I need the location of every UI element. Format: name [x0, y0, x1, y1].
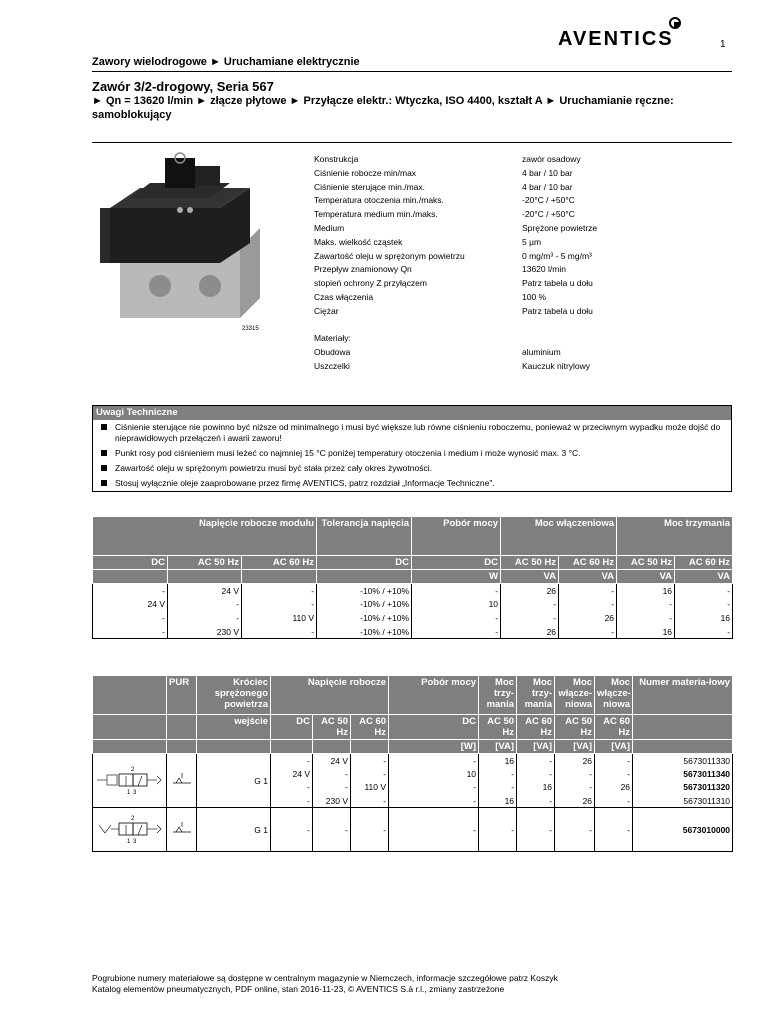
table-cell: - [168, 611, 242, 625]
subheader: AC 50 Hz [479, 715, 517, 740]
header-inrush: Moc włączeniowa [501, 517, 617, 556]
subheader: AC 50 Hz [501, 556, 559, 570]
spec-value: 4 bar / 10 bar [522, 167, 573, 178]
unit-header: [VA] [555, 740, 595, 754]
table-cell: 16 [675, 611, 733, 625]
table-cell: 26 [559, 611, 617, 625]
divider [92, 142, 732, 143]
subheader: DC [93, 556, 168, 570]
header-pur: PUR [167, 676, 197, 715]
table-row [93, 584, 733, 598]
header-holding-50: Moc trzy-mania [479, 676, 517, 715]
material-number: 5673011320 [633, 781, 733, 795]
spec-value: -20°C / +50°C [522, 209, 575, 220]
table-cell: - [271, 781, 313, 795]
spec-row [314, 292, 714, 306]
spec-row [314, 347, 714, 361]
technical-notes [92, 405, 732, 492]
table-cell: - [479, 767, 517, 781]
subheader: AC 60 Hz [559, 556, 617, 570]
table-cell: - [675, 625, 733, 639]
spec-value: Sprężone powietrze [522, 222, 598, 233]
table-cell: - [517, 808, 555, 852]
spec-value: -20°C / +50°C [522, 195, 575, 206]
subheader: DC [412, 556, 501, 570]
table-cell: - [389, 781, 479, 795]
pur-cell [167, 754, 197, 808]
table-cell: - [271, 754, 313, 768]
unit-header: [W] [389, 740, 479, 754]
notes-title: Uwagi Techniczne [93, 406, 731, 420]
table-cell: 24 V [271, 767, 313, 781]
unit-header: VA [617, 570, 675, 584]
spec-row [314, 264, 714, 278]
table-row [93, 597, 733, 611]
table-cell: - [389, 754, 479, 768]
spec-row [314, 278, 714, 292]
pur-cell [167, 808, 197, 852]
symbol-cell [93, 808, 167, 852]
material-number: 5673010000 [633, 808, 733, 852]
header-inrush-50: Moc włącze-niowa [555, 676, 595, 715]
spec-row [314, 195, 714, 209]
spec-label: Ciśnienie robocze min/max [314, 167, 417, 178]
bullet-icon [101, 450, 107, 456]
spec-label: stopień ochrony Z przyłączem [314, 278, 427, 289]
spec-label: Ciśnienie sterujące min./max. [314, 181, 426, 192]
spec-label: Temperatura medium min./maks. [314, 209, 438, 220]
header-port: Króciec sprężonego powietrza [197, 676, 271, 715]
table-cell: - [595, 808, 633, 852]
table-cell: 16 [479, 794, 517, 808]
spec-label: Zawartość oleju w sprężonym powietrzu [314, 250, 465, 261]
spec-label: Maks. wielkość cząstek [314, 236, 403, 247]
table-cell: - [517, 754, 555, 768]
header-tolerance: Tolerancja napięcia [317, 517, 412, 556]
blank-header [167, 740, 197, 754]
symbol-cell [93, 754, 167, 808]
table-cell: 16 [479, 754, 517, 768]
voltage-table [92, 516, 733, 639]
table-cell: - [501, 611, 559, 625]
header-symbol [93, 676, 167, 715]
table-cell: - [479, 781, 517, 795]
page-title: Zawór 3/2-drogowy, Seria 567 [92, 79, 274, 94]
spec-row [314, 306, 714, 320]
table-cell: 16 [617, 625, 675, 639]
table-cell: - [313, 767, 351, 781]
unit-header: W [412, 570, 501, 584]
valve-symbol-icon [95, 762, 165, 798]
header-holding-60: Moc trzy-mania [517, 676, 555, 715]
valve-product-image [100, 148, 280, 323]
table-cell: - [675, 597, 733, 611]
subheader: AC 60 Hz [517, 715, 555, 740]
table-cell: - [389, 808, 479, 852]
unit-header [93, 570, 168, 584]
product-subtitle: ► Qn = 13620 l/min ► złącze płytowe ► Przyłącze elektr.: Wtyczka, ISO 4400, kształt A ► Uruchamianie ręczne: samoblokujący [92, 95, 674, 121]
brand-logo: AVENTICS [558, 28, 674, 50]
spec-row [314, 223, 714, 237]
table-cell: -10% / +10% [317, 597, 412, 611]
subheader: AC 60 Hz [242, 556, 317, 570]
table-cell: - [271, 808, 313, 852]
spec-row [314, 182, 714, 196]
blank-header [271, 740, 313, 754]
bullet-icon [101, 424, 107, 430]
table-cell: - [351, 767, 389, 781]
subheader: AC 60 Hz [595, 715, 633, 740]
table-cell: - [168, 597, 242, 611]
spec-row [314, 251, 714, 265]
svg-text:2: 2 [130, 815, 134, 822]
subheader: AC 50 Hz [313, 715, 351, 740]
blank-header [93, 715, 167, 740]
material-number: 5673011340 [633, 767, 733, 781]
svg-text:1: 1 [126, 789, 130, 796]
header-voltage: Napięcie robocze [271, 676, 389, 715]
table-cell: 26 [501, 584, 559, 598]
table-cell: - [517, 794, 555, 808]
bullet-icon [101, 480, 107, 486]
unit-header: [VA] [595, 740, 633, 754]
table-row [93, 625, 733, 639]
spec-label: Uszczelki [314, 360, 350, 371]
spec-value: Patrz tabela u dołu [522, 305, 593, 316]
table-cell: - [595, 767, 633, 781]
table-cell: - [555, 808, 595, 852]
bullet-icon [101, 465, 107, 471]
note-item: Stosuj wyłącznie oleje zaaprobowane przez firmę AVENTICS, patrz rozdział „Informacje Techniczne". [93, 476, 731, 491]
spec-value: 0 mg/m³ - 5 mg/m³ [522, 250, 592, 261]
table-cell: - [242, 597, 317, 611]
table-cell: 24 V [93, 597, 168, 611]
blank-header [93, 740, 167, 754]
unit-header: [VA] [517, 740, 555, 754]
spec-row [314, 237, 714, 251]
table-cell: - [555, 781, 595, 795]
table-cell: - [242, 584, 317, 598]
subheader: AC 50 Hz [617, 556, 675, 570]
table-cell: - [412, 584, 501, 598]
blank-header [167, 715, 197, 740]
table-cell: -10% / +10% [317, 611, 412, 625]
spec-label: Temperatura otoczenia min./maks. [314, 195, 444, 206]
spec-row [314, 320, 714, 334]
table-cell: -10% / +10% [317, 584, 412, 598]
table-row [93, 611, 733, 625]
blank-header [197, 740, 271, 754]
spec-value: 5 µm [522, 236, 542, 247]
subheader: AC 50 Hz [555, 715, 595, 740]
port-cell: G 1 [197, 754, 271, 808]
manual-override-icon [171, 820, 193, 838]
table-cell: - [501, 597, 559, 611]
blank-header [633, 715, 733, 740]
material-number: 5673011310 [633, 794, 733, 808]
section-title: Zawory wielodrogowe ► Uruchamiane elektrycznie [92, 56, 360, 68]
note-item: Ciśnienie sterujące nie powinno być niższe od minimalnego i musi być większe lub równe ciśnieniu roboczemu, ponieważ w przeciwnym wypadku może dojść do nieprawidłowych przełączeń i awarii zaworu! [93, 420, 731, 446]
table-cell: 230 V [313, 794, 351, 808]
page-number: 1 [720, 39, 726, 50]
spec-value: 4 bar / 10 bar [522, 181, 573, 192]
note-item: Punkt rosy pod ciśnieniem musi leżeć co najmniej 15 °C poniżej temperatury otoczenia i medium i może wynosić max. 3 °C. [93, 446, 731, 461]
subheader: DC [317, 556, 412, 570]
unit-header [317, 570, 412, 584]
footer [92, 973, 558, 995]
table-cell: - [351, 808, 389, 852]
spec-label: Materiały: [314, 333, 351, 344]
svg-text:1: 1 [126, 838, 130, 845]
spec-row [314, 361, 714, 375]
table-cell: - [517, 767, 555, 781]
spec-value: 13620 l/min [522, 264, 566, 275]
subheader: AC 60 Hz [675, 556, 733, 570]
table-row [93, 808, 733, 852]
svg-text:3: 3 [132, 789, 136, 796]
spec-value: 100 % [522, 291, 547, 302]
subheader: AC 60 Hz [351, 715, 389, 740]
unit-header [242, 570, 317, 584]
spec-label: Czas włączenia [314, 291, 374, 302]
subheader: AC 50 Hz [168, 556, 242, 570]
table-cell: 110 V [351, 781, 389, 795]
order-table [92, 675, 733, 852]
table-cell: 24 V [168, 584, 242, 598]
spec-row [314, 168, 714, 182]
blank-header [633, 740, 733, 754]
blank-header [313, 740, 351, 754]
table-cell: - [595, 794, 633, 808]
divider [92, 71, 732, 72]
table-row [93, 754, 733, 768]
spec-label: Konstrukcja [314, 154, 359, 164]
table-cell: - [412, 611, 501, 625]
header-voltage: Napięcie robocze modułu [93, 517, 317, 556]
table-cell: - [675, 584, 733, 598]
header-inrush-60: Moc włącze-niowa [595, 676, 633, 715]
spec-label: Ciężar [314, 305, 339, 316]
header-holding: Moc trzymania [617, 517, 733, 556]
table-cell: - [595, 754, 633, 768]
table-cell: - [271, 794, 313, 808]
spec-row [314, 209, 714, 223]
svg-text:2: 2 [130, 766, 134, 773]
spec-value: Kauczuk nitrylowy [522, 360, 591, 371]
unit-header: VA [675, 570, 733, 584]
blank-header [351, 740, 389, 754]
unit-header [168, 570, 242, 584]
subheader: DC [271, 715, 313, 740]
spec-label: Przepływ znamionowy Qn [314, 264, 412, 275]
table-cell: 110 V [242, 611, 317, 625]
table-cell: - [559, 597, 617, 611]
table-cell: - [617, 611, 675, 625]
table-cell: 10 [389, 767, 479, 781]
table-cell: - [242, 625, 317, 639]
header-power: Pobór mocy [412, 517, 501, 556]
note-item: Zawartość oleju w sprężonym powietrzu musi być stała przez cały okres żywotności. [93, 461, 731, 476]
unit-header: [VA] [479, 740, 517, 754]
table-cell: 10 [412, 597, 501, 611]
table-cell: - [559, 625, 617, 639]
port-cell: G 1 [197, 808, 271, 852]
spec-value: Patrz tabela u dołu [522, 278, 593, 289]
table-cell: 26 [501, 625, 559, 639]
table-cell: 230 V [168, 625, 242, 639]
table-cell: - [93, 611, 168, 625]
spec-label: Medium [314, 222, 345, 233]
table-cell: - [559, 584, 617, 598]
table-cell: 26 [555, 754, 595, 768]
table-cell: - [93, 625, 168, 639]
header-power: Pobór mocy [389, 676, 479, 715]
table-cell: - [351, 794, 389, 808]
table-cell: 24 V [313, 754, 351, 768]
spec-value: zawór osadowy [522, 154, 581, 164]
manual-override-icon [171, 771, 193, 789]
svg-text:3: 3 [132, 838, 136, 845]
table-cell: - [93, 584, 168, 598]
table-cell: 26 [555, 794, 595, 808]
footer-line: Pogrubione numery materiałowe są dostępne w centralnym magazynie w Niemczech, informacje szczegółowe patrz Koszyk [92, 973, 558, 983]
table-cell: 26 [595, 781, 633, 795]
image-number: 23315 [242, 326, 259, 332]
table-cell: - [479, 808, 517, 852]
unit-header: VA [559, 570, 617, 584]
spec-label: Obudowa [314, 347, 351, 358]
valve-symbol-icon [95, 811, 165, 847]
table-cell: 16 [517, 781, 555, 795]
table-cell: - [351, 754, 389, 768]
table-cell: - [313, 808, 351, 852]
spec-list [314, 154, 714, 375]
footer-line: Katalog elementów pneumatycznych, PDF online, stan 2016-11-23, © AVENTICS S.à r.l., zmiany zastrzeżone [92, 984, 505, 994]
unit-header: VA [501, 570, 559, 584]
table-cell: - [313, 781, 351, 795]
table-cell: -10% / +10% [317, 625, 412, 639]
table-cell: - [555, 767, 595, 781]
table-cell: 16 [617, 584, 675, 598]
subheader: DC [389, 715, 479, 740]
header-material-number: Numer materia-łowy [633, 676, 733, 715]
table-cell: - [617, 597, 675, 611]
subheader: wejście [197, 715, 271, 740]
table-cell: - [412, 625, 501, 639]
spec-row [314, 333, 714, 347]
material-number: 5673011330 [633, 754, 733, 768]
spec-row [314, 154, 714, 168]
table-cell: - [389, 794, 479, 808]
spec-value: aluminium [522, 347, 561, 358]
brand-logo-mark-icon [668, 16, 682, 30]
